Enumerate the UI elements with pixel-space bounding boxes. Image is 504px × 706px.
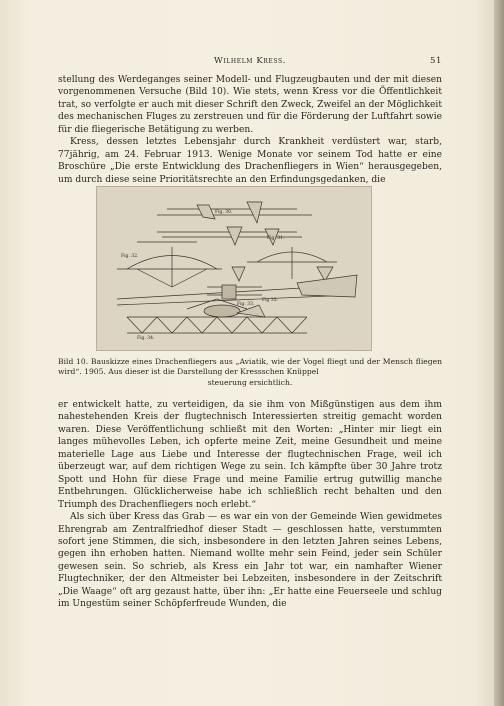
fig-label: Fig. 34. xyxy=(137,336,155,341)
running-header xyxy=(58,56,442,70)
fig-label: Fig. 32. xyxy=(121,254,139,259)
fig-label: Fig. 31. xyxy=(267,236,285,241)
text-block-bottom xyxy=(58,399,442,611)
paragraph: er entwickelt hatte, zu verteidigen, da sie ihm von Mißgünstigen aus dem ihm nahestehenden Kreis der flugtechnisch Interessierten streitig gemacht worden waren. Diese Veröffentlichung schließt mit den Worten: „Hinter mir liegt ein langes mühevolles Leben, ich opferte meine Zeit, meine Gesundheit und meine materielle Lage aus Liebe und Interesse der flugtechnischen Frage, weil ich überzeugt war, auf dem richtigen Wege zu sein. Ich kämpfte über 30 Jahre trotz Spott und Hohn für diese Frage und meine Familie ertrug gutwillig manche Entbehrungen. Glücklicherweise habe ich schließlich recht behalten und den Triumph des Drachenfliegers noch erlebt.“ xyxy=(58,400,442,510)
fig-label: Fig. 30. xyxy=(215,210,233,215)
fig-label: Fig. 33. xyxy=(237,302,255,307)
page-number: 51 xyxy=(429,56,442,66)
caption-text-end: steuerung ersichtlich. xyxy=(207,377,293,387)
paragraph: Als sich über Kress das Grab — es war ein von der Gemeinde Wien gewidmetes Ehrengrab am Zentralfriedhof dieser Stadt — geschlossen hatte, verstummten sofort jene Stimmen, die sich, insbesondere in den letzten Jahren seines Lebens, gegen ihn erhoben hatten. Niemand wollte mehr sein Feind, jeder sein Schüler gewesen sein. So schrieb, als Kress ein Jahr tot war, ein namhafter Wiener Flugtechniker, der den Altmeister bei Lebzeiten, insbesondere in der Zeitschrift „Die Waage“ oft arg gezaust hatte, über ihn: „Er hatte eine Feuerseele und schlug im Ungestüm seiner Schöpferfreude Wunden, die xyxy=(58,512,442,610)
page-edge xyxy=(494,0,504,706)
paragraph: Kress, dessen letztes Lebensjahr durch Krankheit verdüstert war, starb, 77jährig, am 24. Februar 1913. Wenige Monate vor seinem Tod hatte er eine Broschüre „Die erste Entwicklung des Drachenfliegers in Wien“ herausgegeben, um durch diese seine Prioritätsrechte an den Erfindungsgedanken, die xyxy=(58,137,442,185)
figure-caption xyxy=(58,357,442,388)
fig-label: Fig 35. xyxy=(262,298,279,303)
caption-text: Bild 10. Bauskizze eines Drachenfliegers aus „Aviatik, wie der Vogel fliegt und der Mensch fliegen wird“. 1905. Aus dieser ist die Darstellung der Kressschen Knüppel xyxy=(58,357,442,377)
running-title: Wilhelm Kress. xyxy=(214,56,286,66)
figure-sketch xyxy=(96,186,372,351)
text-block-top xyxy=(58,74,442,186)
paragraph: stellung des Werdeganges seiner Modell- und Flugzeugbauten und der mit diesen vorgenommenen Versuche (Bild 10). Wie stets, wenn Kress vor die Öffentlichkeit trat, so verfolgte er auch mit dieser Schrift den Zweck, Zweifel an der Möglichkeit des mechanischen Fluges zu zerstreuen und für die Förderung der Luftfahrt sowie für die fliegerische Betätigung zu werben. xyxy=(58,75,442,135)
aircraft-sketch-illustration xyxy=(97,187,371,350)
